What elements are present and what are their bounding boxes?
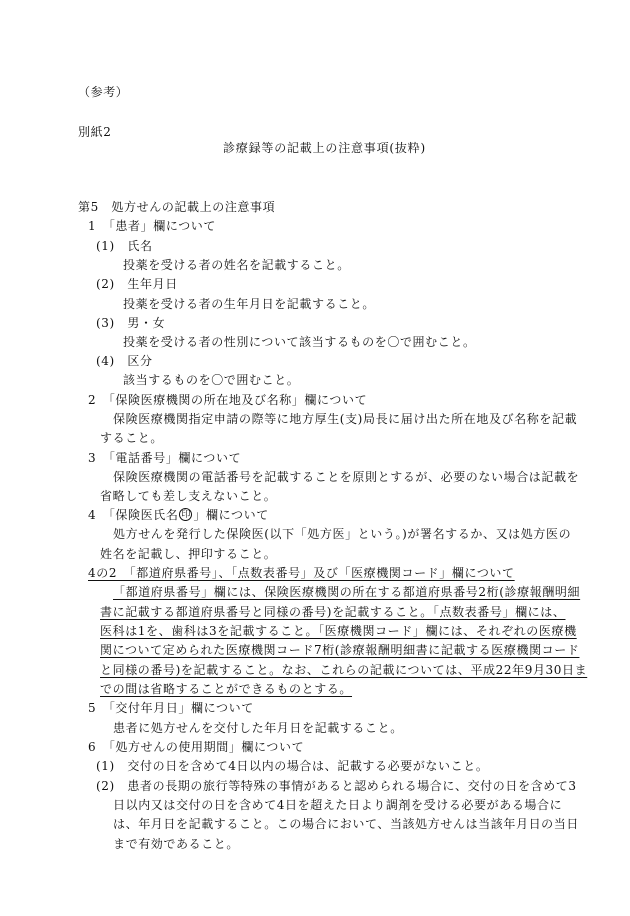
item1-sub2-heading: (2) 生年月日 bbox=[96, 277, 178, 291]
item6-sub2-line1: (2) 患者の長期の旅行等特殊の事情があると認められる場合に、交付の日を含めて3 bbox=[96, 779, 577, 793]
item1-sub3-body: 投薬を受ける者の性別について該当するものを〇で囲むこと。 bbox=[123, 335, 476, 349]
item4-body-line1: 処方せんを発行した保険医(以下「処方医」という。)が署名するか、又は処方医の bbox=[113, 527, 572, 541]
item3-heading: 3 「電話番号」欄について bbox=[88, 451, 242, 465]
item1-sub4-heading: (4) 区分 bbox=[96, 354, 153, 368]
item2-heading: 2 「保険医療機関の所在地及び名称」欄について bbox=[88, 393, 368, 407]
item4-2-body-line3: 医科は1を、歯科は3を記載すること。「医療機関コード」欄には、それぞれの医療機 bbox=[100, 624, 577, 638]
item4-2-body-line1: 「都道府県番号」欄には、保険医療機関の所在する都道府県番号2桁(診療報酬明細 bbox=[113, 585, 581, 599]
item5-heading: 5 「交付年月日」欄について bbox=[88, 701, 254, 715]
item4-heading bbox=[88, 509, 269, 521]
section-heading: 第5 処方せんの記載上の注意事項 bbox=[78, 200, 276, 214]
item6-heading: 6 「処方せんの使用期間」欄について bbox=[88, 740, 305, 754]
item3-body-line1: 保険医療機関の電話番号を記載することを原則とするが、必要のない場合は記載を bbox=[113, 470, 580, 484]
item4-2-body-line2: 書に記載する都道府県番号と同様の番号)を記載すること。「点数表番号」欄には、 bbox=[100, 605, 566, 619]
item2-body-line2: すること。 bbox=[100, 431, 164, 445]
item6-sub1: (1) 交付の日を含めて4日以内の場合は、記載する必要がないこと。 bbox=[96, 759, 489, 773]
item4-2-heading: 4の2 「都道府県番号」、「点数表番号」及び「医療機関コード」欄について bbox=[88, 566, 515, 580]
item6-sub2-line4: まで有効であること。 bbox=[113, 837, 240, 851]
item1-sub1-heading: (1) 氏名 bbox=[96, 239, 153, 253]
item6-sub2-line3: は、年月日を記載すること。この場合において、当該処方せんは当該年月日の当日 bbox=[113, 817, 579, 831]
seal-circled-glyph: 印 bbox=[181, 510, 191, 520]
item4-heading-pre: 4 「保険医氏名 bbox=[88, 508, 179, 522]
item4-body-line2: 姓名を記載し、押印すること。 bbox=[100, 547, 277, 561]
attachment-label: 別紙2 bbox=[78, 125, 112, 139]
item2-body-line1: 保険医療機関指定申請の際等に地方厚生(支)局長に届け出た所在地及び名称を記載 bbox=[113, 412, 578, 426]
item1-heading: 1 「患者」欄について bbox=[88, 219, 216, 233]
item4-heading-post: 」欄について bbox=[193, 508, 269, 522]
item1-sub1-body: 投薬を受ける者の姓名を記載すること。 bbox=[123, 258, 350, 272]
item1-sub2-body: 投薬を受ける者の生年月日を記載すること。 bbox=[123, 297, 376, 311]
document-title: 診療録等の記載上の注意事項(抜粋) bbox=[223, 141, 426, 155]
item6-sub2-line2: 日以内又は交付の日を含めて4日を超えた日より調剤を受ける必要がある場合に bbox=[113, 798, 563, 812]
item4-2-body-line4: 関について定められた医療機関コード7桁(診療報酬明細書に記載する医療機関コード bbox=[100, 643, 580, 657]
item3-body-line2: 省略しても差し支えないこと。 bbox=[100, 489, 277, 503]
item4-2-body-line6: での間は省略することができるものとする。 bbox=[100, 682, 353, 696]
item1-sub4-body: 該当するものを〇で囲むこと。 bbox=[123, 373, 300, 387]
reference-note: （参考） bbox=[78, 85, 129, 99]
item4-2-body-line5: と同様の番号)を記載すること。なお、これらの記載については、平成22年9月30日ま bbox=[100, 663, 588, 677]
item5-body: 患者に処方せんを交付した年月日を記載すること。 bbox=[113, 721, 403, 735]
item1-sub3-heading: (3) 男・女 bbox=[96, 316, 166, 330]
